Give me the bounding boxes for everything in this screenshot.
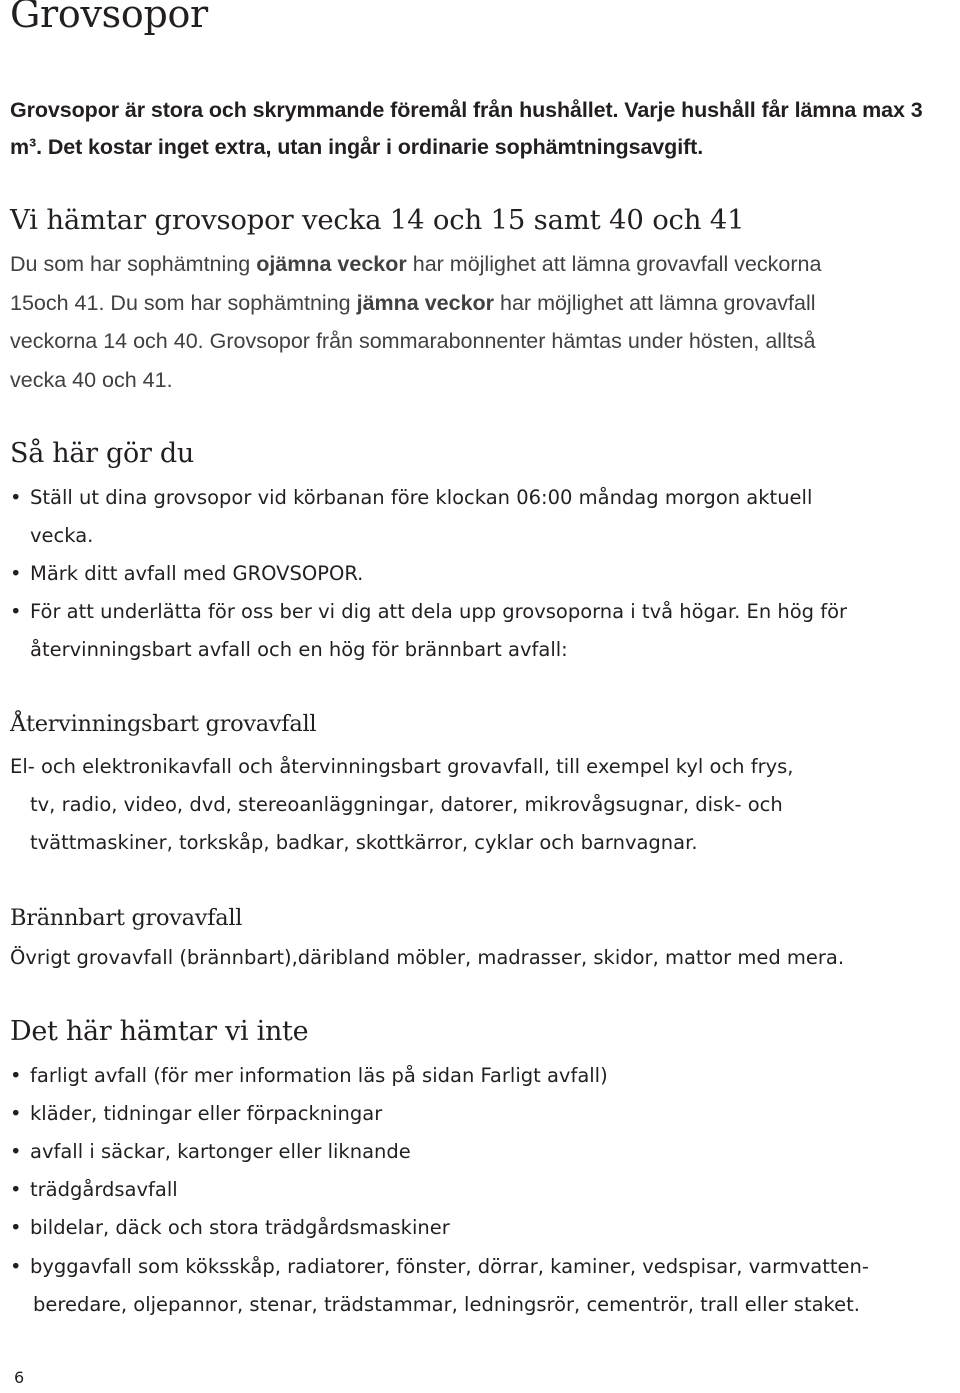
pickup-line-2 xyxy=(10,291,816,316)
excluded-item-text: kläder, tidningar eller förpackningar xyxy=(30,1102,383,1125)
recyclable-line-2: tv, radio, video, dvd, stereoanläggningar, datorer, mikrovågsugnar, disk- och xyxy=(30,793,783,816)
combustible-heading: Brännbart grovavfall xyxy=(10,905,243,931)
excluded-item xyxy=(10,1140,411,1163)
howto-bullet-1-cont: vecka. xyxy=(30,524,94,547)
page-number: 6 xyxy=(14,1368,25,1387)
page-title: Grovsopor xyxy=(10,0,208,36)
combustible-line-1: Övrigt grovavfall (brännbart),däribland möbler, madrasser, skidor, mattor med mera. xyxy=(10,946,845,969)
bullet-dot: • xyxy=(10,1140,22,1163)
excluded-item-cont: beredare, oljepannor, stenar, trädstammar, ledningsrör, cementrör, trall eller staket. xyxy=(33,1293,860,1316)
pickup-line-2-end: har möjlighet att lämna grovavfall xyxy=(494,291,816,315)
excluded-item-text: bildelar, däck och stora trädgårdsmaskiner xyxy=(30,1216,450,1239)
excluded-item-text: byggavfall som köksskåp, radiatorer, fönster, dörrar, kaminer, vedspisar, varmvatten- xyxy=(30,1255,869,1278)
excluded-item xyxy=(10,1178,178,1201)
bullet-dot: • xyxy=(10,600,22,623)
recyclable-heading: Återvinningsbart grovavfall xyxy=(10,711,317,737)
pickup-line-1-end: har möjlighet att lämna grovavfall veckorna xyxy=(406,252,822,276)
odd-weeks-emphasis: ojämna veckor xyxy=(256,252,407,276)
howto-bullet-2-text: Märk ditt avfall med GROVSOPOR. xyxy=(30,562,364,585)
excluded-item xyxy=(10,1216,450,1239)
excluded-item-text: trädgårdsavfall xyxy=(30,1178,178,1201)
pickup-line-2-start: 15och 41. Du som har sophämtning xyxy=(10,291,357,315)
excluded-item xyxy=(10,1255,869,1278)
bullet-dot: • xyxy=(10,1064,22,1087)
intro-paragraph: Grovsopor är stora och skrymmande föremål från hushållet. Varje hushåll får lämna max 3 m³. Det kostar inget extra, utan ingår i ordinarie sophämtningsavgift. xyxy=(10,98,923,159)
pickup-line-4: vecka 40 och 41. xyxy=(10,368,173,392)
bullet-dot: • xyxy=(10,1255,22,1278)
howto-bullet-3-cont: återvinningsbart avfall och en hög för brännbart avfall: xyxy=(30,638,568,661)
howto-bullet-2 xyxy=(10,562,363,585)
excluded-item xyxy=(10,1102,382,1125)
bullet-dot: • xyxy=(10,1102,22,1125)
bullet-dot: • xyxy=(10,562,22,585)
excluded-item-text: farligt avfall (för mer information läs på sidan Farligt avfall) xyxy=(30,1064,608,1087)
pickup-line-3: veckorna 14 och 40. Grovsopor från sommarabonnenter hämtas under hösten, alltså xyxy=(10,329,816,353)
howto-bullet-3-text: För att underlätta för oss ber vi dig att dela upp grovsoporna i två högar. En hög för xyxy=(30,600,848,623)
excluded-heading: Det här hämtar vi inte xyxy=(10,1016,309,1047)
recyclable-line-1: El- och elektronikavfall och återvinningsbart grovavfall, till exempel kyl och frys, xyxy=(10,755,794,778)
pickup-line-1-start: Du som har sophämtning xyxy=(10,252,257,276)
howto-bullet-3 xyxy=(10,600,847,623)
howto-bullet-1 xyxy=(10,486,812,509)
bullet-dot: • xyxy=(10,486,22,509)
bullet-dot: • xyxy=(10,1178,22,1201)
bullet-dot: • xyxy=(10,1216,22,1239)
excluded-item-text: avfall i säckar, kartonger eller liknande xyxy=(30,1140,411,1163)
excluded-item xyxy=(10,1064,608,1087)
pickup-heading: Vi hämtar grovsopor vecka 14 och 15 samt 40 och 41 xyxy=(10,204,745,236)
even-weeks-emphasis: jämna veckor xyxy=(356,291,495,315)
howto-bullet-1-text: Ställ ut dina grovsopor vid körbanan före klockan 06:00 måndag morgon aktuell xyxy=(30,486,813,509)
howto-heading: Så här gör du xyxy=(10,438,194,469)
recyclable-line-3: tvättmaskiner, torkskåp, badkar, skottkärror, cyklar och barnvagnar. xyxy=(30,831,698,854)
pickup-line-1 xyxy=(10,252,821,277)
